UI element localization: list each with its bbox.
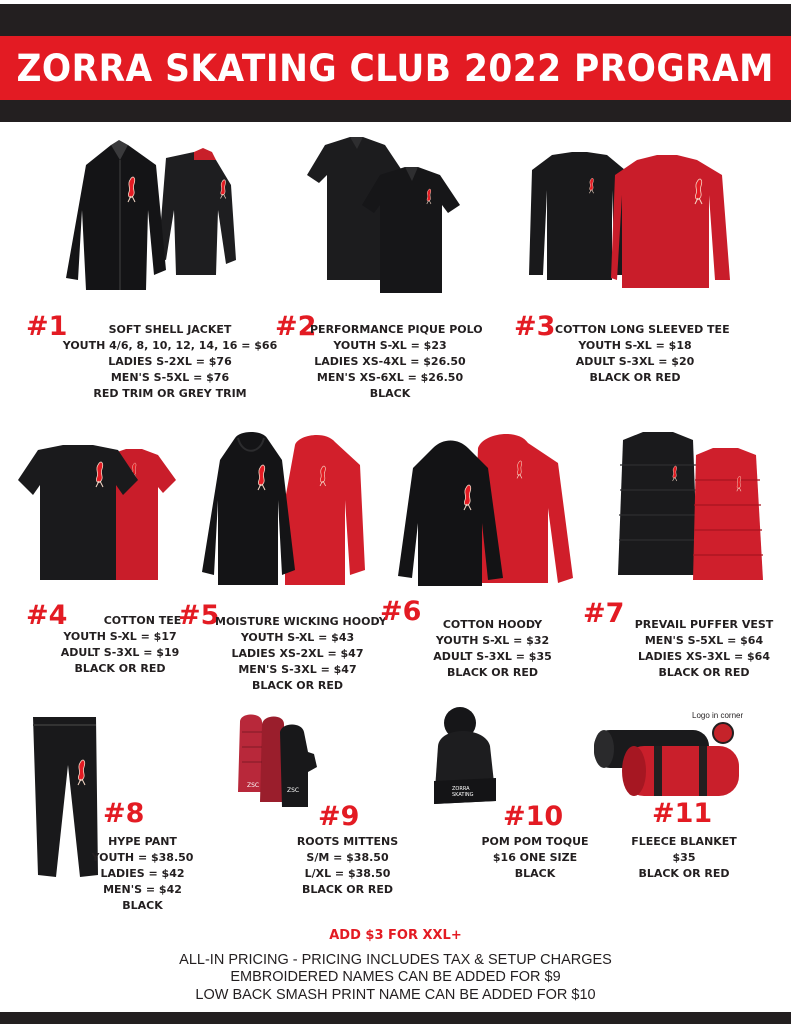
product-5-number: #5 (178, 600, 220, 631)
soft-shell-jacket-image (66, 140, 276, 295)
moisture-wicking-hoody-image (200, 430, 370, 590)
product-3-line: ADULT S-3XL = $20 (575, 355, 695, 368)
product-8-line: BLACK (122, 899, 163, 912)
product-9-name: ROOTS MITTENS (296, 835, 399, 848)
product-6-name: COTTON HOODY (442, 618, 543, 631)
product-11-line: $35 (672, 851, 696, 864)
product-8-name: HYPE PANT (108, 835, 177, 848)
product-7-details (630, 617, 778, 681)
product-3-number: #3 (514, 311, 556, 342)
product-6-number: #6 (380, 596, 422, 627)
product-3-name: COTTON LONG SLEEVED TEE (555, 323, 730, 336)
product-7-line: MEN'S S-5XL = $64 (644, 634, 764, 647)
puffer-vest-image (618, 430, 768, 585)
long-sleeve-tee-image (527, 150, 737, 290)
product-1-name: SOFT SHELL JACKET (108, 323, 232, 336)
svg-text:ZSC: ZSC (247, 782, 260, 789)
product-7-line: BLACK OR RED (658, 666, 750, 679)
product-5-line: YOUTH S-XL = $43 (240, 631, 355, 644)
product-8-details (85, 834, 200, 914)
product-1-line: RED TRIM OR GREY TRIM (93, 387, 247, 400)
product-2-number: #2 (275, 311, 317, 342)
product-7-name: PREVAIL PUFFER VEST (634, 618, 774, 631)
product-11-line: BLACK OR RED (638, 867, 730, 880)
product-1-details (40, 322, 300, 402)
smash-print-note: LOW BACK SMASH PRINT NAME CAN BE ADDED FOR $10 (195, 987, 596, 1003)
product-1-number: #1 (26, 311, 68, 342)
product-3-details (555, 322, 730, 386)
product-7-number: #7 (583, 598, 625, 629)
product-3-line: YOUTH S-XL = $18 (578, 339, 692, 352)
embroidered-names-note: EMBROIDERED NAMES CAN BE ADDED FOR $9 (230, 969, 561, 985)
product-9-line: S/M = $38.50 (306, 851, 389, 864)
product-9-details (290, 834, 405, 898)
product-8-number: #8 (103, 798, 145, 829)
product-4-line: ADULT S-3XL = $19 (60, 646, 180, 659)
blanket-logo-note: Logo in corner (692, 711, 744, 720)
product-10-line: $16 ONE SIZE (492, 851, 578, 864)
page-title: ZORRA SKATING CLUB 2022 PROGRAM (16, 46, 775, 90)
product-8-line: LADIES = $42 (100, 867, 185, 880)
product-6-line: BLACK OR RED (446, 666, 539, 679)
xxl-surcharge-note: ADD $3 FOR XXL+ (329, 928, 462, 943)
roots-mittens-image (232, 712, 322, 812)
product-9-line: BLACK OR RED (301, 883, 394, 896)
product-11-number: #11 (652, 798, 713, 829)
cotton-tee-image (18, 445, 178, 585)
product-10-name: POM POM TOQUE (481, 835, 589, 848)
product-10-number: #10 (503, 801, 564, 832)
product-6-details (425, 617, 560, 681)
product-9-number: #9 (318, 801, 360, 832)
product-2-line: LADIES XS-4XL = $26.50 (314, 355, 466, 368)
svg-text:ZSC: ZSC (287, 787, 300, 794)
product-7-line: LADIES XS-3XL = $64 (638, 650, 770, 663)
product-11-name: FLEECE BLANKET (631, 835, 737, 848)
product-9-line: L/XL = $38.50 (304, 867, 391, 880)
product-1-line: MEN'S S-5XL = $76 (110, 371, 230, 384)
product-4-details (40, 613, 200, 677)
svg-text:ZORRA: ZORRA (452, 786, 470, 792)
product-6-line: YOUTH S-XL = $32 (435, 634, 550, 647)
product-6-line: ADULT S-3XL = $35 (433, 650, 552, 663)
svg-text:SKATING: SKATING (452, 792, 474, 798)
product-10-line: BLACK (514, 867, 556, 880)
product-4-line: YOUTH S-XL = $17 (63, 630, 177, 643)
product-2-details (310, 322, 483, 402)
product-10-details (475, 834, 595, 882)
product-8-line: YOUTH = $38.50 (91, 851, 194, 864)
cotton-hoody-image (398, 428, 578, 588)
product-1-line: LADIES S-2XL = $76 (108, 355, 232, 368)
logo-badge-icon (712, 722, 734, 744)
product-8-line: MEN'S = $42 (103, 883, 182, 896)
title-banner (0, 36, 791, 100)
product-11-details (620, 834, 748, 882)
pique-polo-image (305, 135, 465, 295)
product-2-line: BLACK (369, 387, 411, 400)
footer-band (0, 1012, 791, 1024)
product-5-line: LADIES XS-2XL = $47 (231, 647, 364, 660)
product-2-name: PERFORMANCE PIQUE POLO (310, 323, 483, 336)
product-4-number: #4 (26, 600, 68, 631)
product-5-name: MOISTURE WICKING HOODY (215, 615, 387, 628)
pom-pom-toque-image (430, 706, 500, 806)
product-5-details (215, 614, 387, 694)
product-4-name: COTTON TEE (103, 614, 182, 627)
product-5-line: MEN'S S-3XL = $47 (238, 663, 357, 676)
header-top-stripe (0, 0, 791, 4)
product-4-line: BLACK OR RED (74, 662, 166, 675)
product-5-line: BLACK OR RED (251, 679, 344, 692)
product-2-line: YOUTH S-XL = $23 (333, 339, 447, 352)
product-2-line: MEN'S XS-6XL = $26.50 (316, 371, 464, 384)
pricing-note: ALL-IN PRICING - PRICING INCLUDES TAX & SETUP CHARGES (179, 952, 612, 968)
product-1-line: YOUTH 4/6, 8, 10, 12, 14, 16 = $66 (62, 339, 278, 352)
product-3-line: BLACK OR RED (589, 371, 681, 384)
